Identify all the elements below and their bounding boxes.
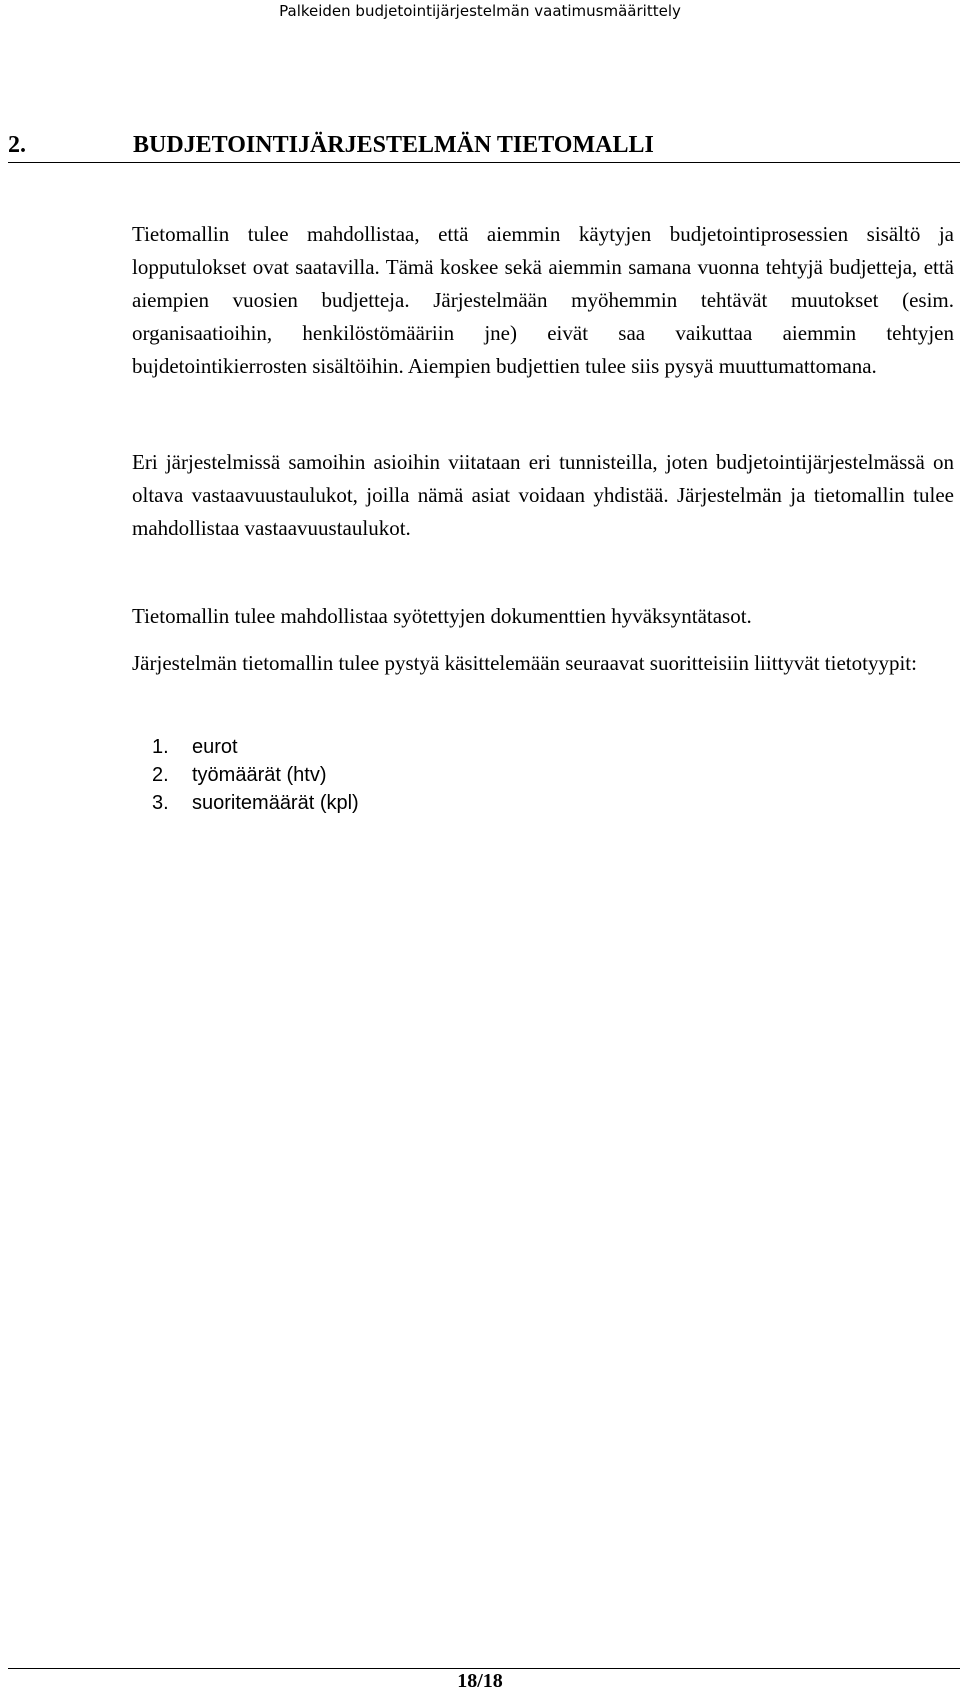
- list-item: [152, 761, 359, 789]
- list-item-text: suoritemäärät (kpl): [192, 792, 359, 814]
- section-title: BUDJETOINTIJÄRJESTELMÄN TIETOMALLI: [133, 132, 654, 158]
- list-item-number: 2.: [152, 764, 169, 786]
- list-item: [152, 733, 359, 761]
- paragraph-approval-levels: Tietomallin tulee mahdollistaa syötettyjen dokumenttien hyväksyntätasot.: [132, 604, 752, 628]
- footer-divider: [8, 1668, 960, 1669]
- data-type-list: [152, 733, 359, 817]
- list-item-text: työmäärät (htv): [192, 764, 327, 786]
- section-number: 2.: [8, 132, 26, 158]
- paragraph-history: Tietomallin tulee mahdollistaa, että aiemmin käytyjen budjetointiprosessien sisältö ja lopputulokset ovat saatavilla. Tämä koskee sekä aiemmin samana vuonna tehtyjä budjetteja, että aiempien vuosien budjetteja. Järjestelmään myöhemmin tehtävät muutokset (esim. organisaatioihin, henkilöstömääriin jne) eivät saa vaikuttaa aiemmin tehtyjen bujdetointikierrosten sisältöihin. Aiempien budjettien tulee siis pysyä muuttumattomana.: [132, 222, 954, 378]
- paragraph-data-types: Järjestelmän tietomallin tulee pystyä käsittelemään seuraavat suoritteisiin liittyvät tietotyypit:: [132, 651, 917, 675]
- page-number: 18/18: [457, 1670, 503, 1692]
- section-heading: [8, 128, 960, 163]
- list-item-number: 3.: [152, 792, 169, 814]
- running-header: Palkeiden budjetointijärjestelmän vaatimusmäärittely: [279, 2, 681, 20]
- paragraph-mapping-tables: Eri järjestelmissä samoihin asioihin viitataan eri tunnisteilla, joten budjetointijärjestelmässä on oltava vastaavuustaulukot, joilla nämä asiat voidaan yhdistää. Järjestelmän ja tietomallin tulee mahdollistaa vastaavuustaulukot.: [132, 450, 954, 540]
- list-item: [152, 789, 359, 817]
- list-item-text: eurot: [192, 736, 238, 758]
- list-item-number: 1.: [152, 736, 169, 758]
